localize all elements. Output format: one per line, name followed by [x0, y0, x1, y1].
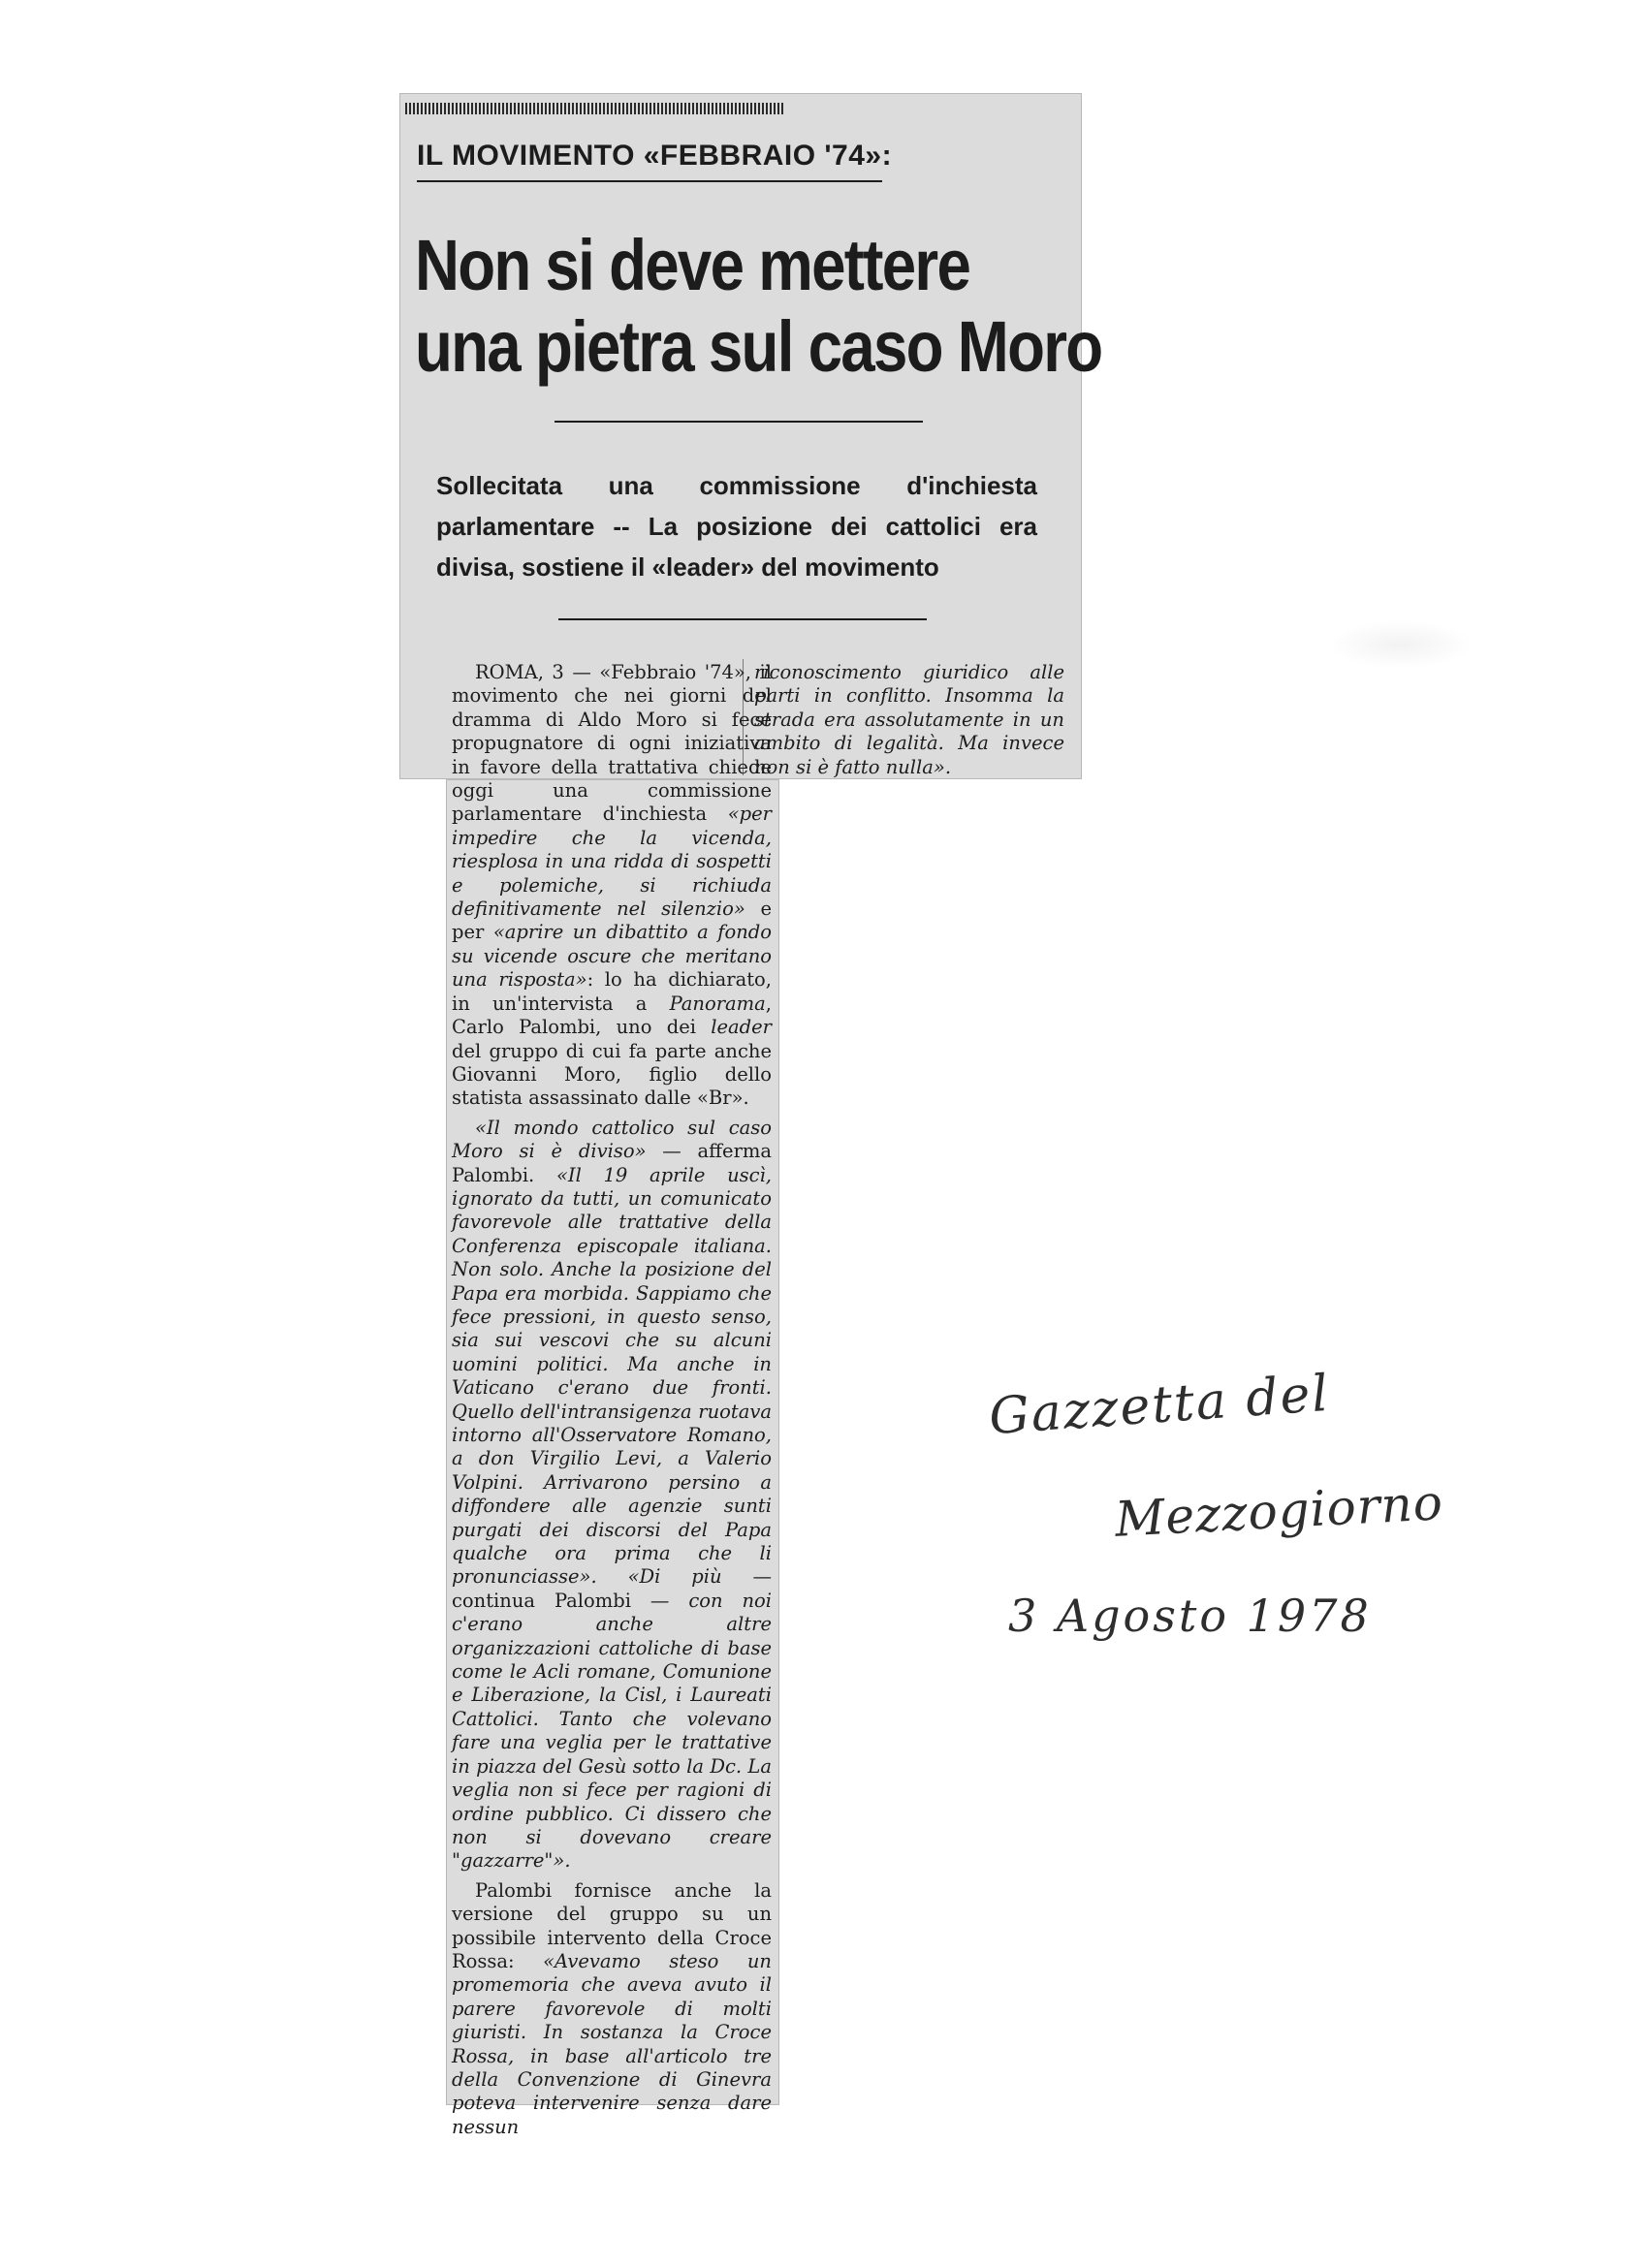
subhead-rule — [558, 618, 927, 620]
handwritten-note-line-2: Mezzogiorno — [1113, 1474, 1445, 1548]
p1-text-i: del gruppo di cui fa parte anche Giovanni Moro, figlio dello statista assassinato dalle «Br». — [452, 1039, 772, 1110]
paragraph-3 — [452, 1879, 772, 2139]
headline — [415, 225, 1102, 388]
subheadline: Sollecitata una commissione d'inchiesta parlamentare -- La posizione dei cattolici era divisa, sostiene il «leader» del movimento — [436, 471, 1037, 582]
p2-quote-a: «Il mondo cattolico sul caso Moro si è diviso» — [452, 1116, 772, 1163]
p1-magazine: Panorama — [669, 992, 766, 1015]
p2-quote-d: «Di più — [596, 1565, 722, 1589]
p2-text-e: — continua Palombi — — [452, 1565, 773, 1612]
p1-text-c: e per — [452, 898, 772, 944]
headline-line-2: una pietra sul caso Moro — [415, 306, 1102, 387]
headline-line-1: Non si deve mettere — [415, 225, 970, 305]
p1-quote-1: «per impedire che la vicenda, riesplosa in una ridda di sospetti e polemiche, si richiuda definitivamente nel silenzio» — [452, 803, 772, 921]
article-column-2 — [754, 661, 1064, 785]
p2-quote-c: «Il 19 aprile uscì, ignorato da tutti, un comunicato favorevole alle trattative della Conferenza episcopale italiana. Non solo. Anche la posizione del Papa era morbida. Sappiamo che fece pressioni, in questo senso, sia sui vescovi che su alcuni uomini politici. Ma anche in Vaticano c'erano due fronti. Quello dell'intransigenza ruotava intorno all'Osservatore Romano, a don Virgilio Levi, a Valerio Volpini. Arrivarono persino a diffondere alle agenzie sunti purgati dei discorsi del Papa qualche ora prima che li pronunciasse». — [452, 1163, 772, 1589]
p1-text-g: , Carlo Palombi, uno dei — [452, 992, 772, 1039]
kicker: IL MOVIMENTO «FEBBRAIO '74»: — [417, 140, 893, 172]
paragraph-1 — [452, 661, 772, 1111]
handwritten-note-date: 3 Agosto 1978 — [1008, 1590, 1372, 1642]
p1-quote-2: «aprire un dibattito a fondo su vicende oscure che meritano una risposta» — [452, 921, 772, 992]
column-2-text: riconoscimento giuridico alle parti in conflitto. Insomma la strada era assolutamente in un ambito di legalità. Ma invece non si è fatto nulla». — [754, 661, 1064, 778]
p3-quote-b: «Avevamo steso un promemoria che aveva avuto il parere favorevole di molti giuristi. In sostanza la Croce Rossa, in base all'articolo tre della Convenzione di Ginevra poteva intervenire senza dare nessun — [452, 1949, 772, 2138]
clipping-top-rule — [405, 103, 783, 114]
p1-text-a: ROMA, 3 — «Febbraio '74», il movimento che nei giorni del dramma di Aldo Moro si fece propugnatore di ogni iniziativa in favore della trattativa chiede oggi una commissione parlamentare d'inchiesta — [452, 661, 772, 826]
scan-smudge — [1328, 620, 1474, 669]
article-column-1 — [452, 661, 772, 2145]
kicker-rule — [417, 180, 882, 182]
p2-quote-f: con noi c'erano anche altre organizzazioni cattoliche di base come le Acli romane, Comunione e Liberazione, la Cisl, i Laureati Cattolici. Tanto che volevano fare una veglia per le trattative in piazza del Gesù sotto la Dc. La veglia non si fece per ragioni di ordine pubblico. Ci dissero che non si dovevano creare "gazzarre"». — [452, 1589, 772, 1873]
paragraph-2 — [452, 1117, 772, 1874]
p2-text-b: — afferma Palombi. — [452, 1140, 773, 1186]
headline-rule — [555, 421, 923, 423]
p1-leader: leader — [711, 1016, 772, 1039]
p3-text-a: Palombi fornisce anche la versione del gruppo su un possibile intervento della Croce Rossa: — [452, 1878, 772, 1972]
handwritten-note-line-1: Gazzetta del — [987, 1364, 1332, 1447]
p1-text-e: : lo ha dichiarato, in un'intervista a — [452, 968, 772, 1015]
